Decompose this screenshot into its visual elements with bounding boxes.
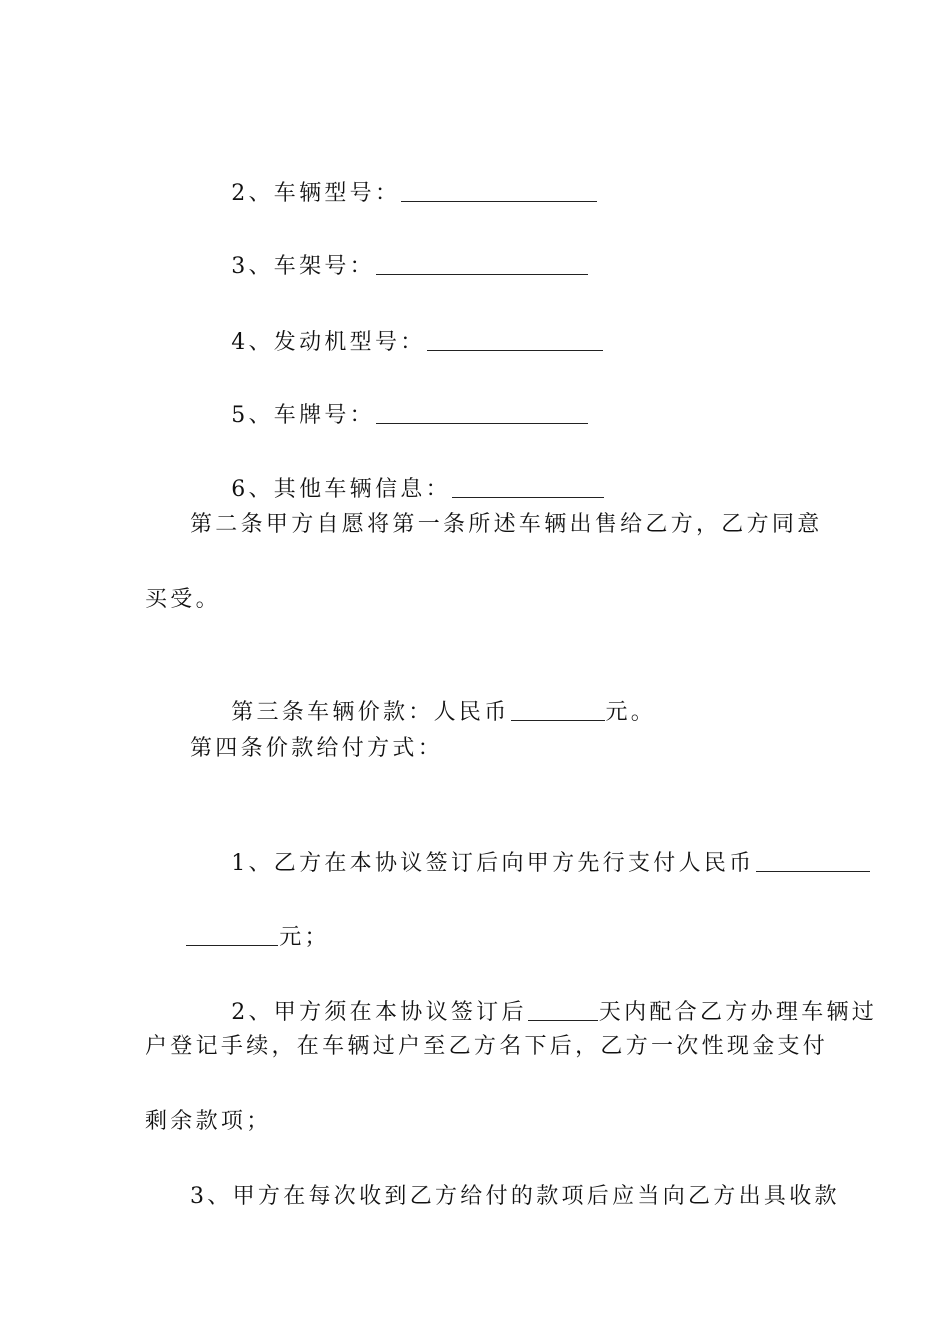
clause-plate-number xyxy=(190,356,910,428)
payment-clause-1-line1 xyxy=(190,804,910,876)
fill-blank xyxy=(511,694,605,721)
fill-blank xyxy=(186,919,278,946)
payment-clause-2-line1 xyxy=(190,953,910,1025)
clause-text: 2、车辆型号： xyxy=(231,181,401,206)
clause-text: 2、甲方须在本协议签订后 xyxy=(231,1000,527,1025)
clause-other-info xyxy=(190,430,910,502)
clause-text: 天内配合乙方办理车辆过 xyxy=(598,1000,878,1025)
fill-blank xyxy=(401,175,597,202)
fill-blank xyxy=(427,324,603,351)
payment-clause-2-line3: 剩余款项； xyxy=(145,1109,272,1134)
article-three xyxy=(190,653,910,725)
fill-blank xyxy=(528,994,598,1021)
payment-clause-3-line1: 3、甲方在每次收到乙方给付的款项后应当向乙方出具收款 xyxy=(190,1184,840,1209)
clause-engine-model xyxy=(190,283,910,355)
fill-blank xyxy=(376,397,588,424)
payment-clause-1-line2 xyxy=(145,878,865,950)
clause-text: 5、车牌号： xyxy=(231,403,375,428)
clause-vehicle-model xyxy=(190,134,910,206)
clause-frame-number xyxy=(190,207,910,279)
clause-text: 元。 xyxy=(605,700,657,725)
payment-clause-2-line2: 户登记手续，在车辆过户至乙方名下后，乙方一次性现金支付 xyxy=(145,1034,829,1059)
clause-text: 元； xyxy=(279,925,330,950)
article-two-line2: 买受。 xyxy=(145,587,221,612)
fill-blank xyxy=(376,248,588,275)
article-two-line1: 第二条甲方自愿将第一条所述车辆出售给乙方，乙方同意 xyxy=(190,512,823,537)
article-four: 第四条价款给付方式： xyxy=(190,736,444,761)
clause-text: 1、乙方在本协议签订后向甲方先行支付人民币 xyxy=(231,851,755,876)
clause-text: 4、发动机型号： xyxy=(231,330,426,355)
fill-blank xyxy=(756,845,870,872)
clause-text: 第三条车辆价款：人民币 xyxy=(231,700,510,725)
clause-text: 6、其他车辆信息： xyxy=(231,477,451,502)
fill-blank xyxy=(452,471,604,498)
clause-text: 3、车架号： xyxy=(231,254,375,279)
